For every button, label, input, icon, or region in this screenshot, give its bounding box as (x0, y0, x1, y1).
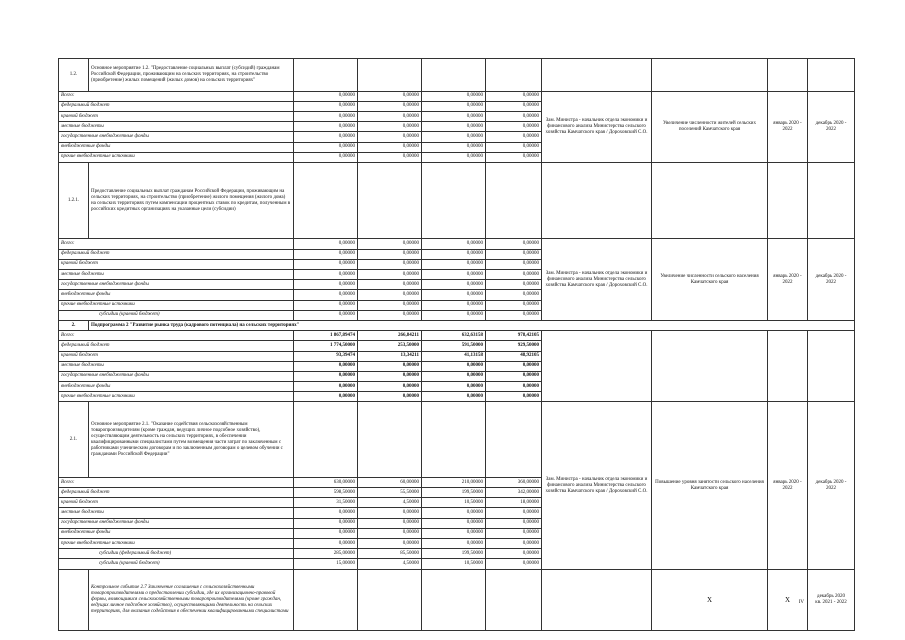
row-label: прочие внебюджетные источники (59, 152, 294, 162)
row-label: субсидии (краевой бюджет) (59, 559, 294, 569)
row-label: местные бюджеты (59, 508, 294, 518)
row-value: 0,00000 (294, 290, 358, 300)
row-value: 0,00000 (294, 249, 358, 259)
row-value: 0,00000 (422, 508, 486, 518)
row-value: 0,00000 (294, 382, 358, 392)
row-value: 0,00000 (294, 239, 358, 249)
row-value: 0,00000 (294, 112, 358, 122)
event-description: Контрольное событие 2.7 Заключение соглашения с сельскохозяйственными товаропроизводителями о предоставлении субсидии, где их организационно-правовой формы, являющимися сельскохозяйственными товаропроизводителями (кроме граждан, ведущих личное подсобное хозяйство), осуществляющими деятельность на сельских территориях, для оказания содействия в обеспечении квалифицированными специалистами (89, 569, 294, 630)
empty-cell (422, 162, 486, 239)
row-value: 360,00000 (486, 477, 542, 487)
row-value: 0,00000 (294, 132, 358, 142)
row-label: субсидии (краевой бюджет) (59, 310, 294, 320)
row-value: 0,00000 (358, 239, 422, 249)
empty-cell (486, 402, 542, 477)
row-label: Всего: (59, 239, 294, 249)
row-value: 0,00000 (422, 518, 486, 528)
plan-table-body (59, 59, 855, 631)
row-value: 0,00000 (358, 152, 422, 162)
empty-cell (652, 59, 768, 92)
row-value: 0,00000 (294, 518, 358, 528)
empty-cell (422, 569, 486, 630)
empty-cell (422, 402, 486, 477)
row-value: 0,00000 (422, 239, 486, 249)
row-value: 0,00000 (486, 310, 542, 320)
row-value: 0,00000 (422, 249, 486, 259)
row-value: 0,00000 (294, 280, 358, 290)
result-cell: Увеличение численности жителей сельских поселений Камчатского края (652, 91, 768, 162)
result-cell (652, 331, 768, 402)
end-cell: декабрь 2020 - 2022 (808, 239, 855, 321)
empty-cell (358, 59, 422, 92)
start-cell: январь 2020 - 2022 (768, 239, 808, 321)
row-value: 0,00000 (486, 539, 542, 549)
row-value: 0,00000 (294, 259, 358, 269)
empty-cell (358, 162, 422, 239)
row-value: 0,00000 (294, 300, 358, 310)
row-value: 0,00000 (294, 539, 358, 549)
row-value: 0,00000 (358, 310, 422, 320)
row-value: 31,50000 (294, 498, 358, 508)
responsible-cell: Зам. Министра - начальник отдела экономики и финансового анализа Министерства сельского хозяйства Камчатского края / Дороховский С.О. (542, 91, 652, 162)
result-cell: X (652, 569, 768, 630)
empty-cell (542, 162, 652, 239)
row-value: 0,00000 (358, 122, 422, 132)
row-value: 85,50000 (358, 549, 422, 559)
empty-cell (294, 59, 358, 92)
section-header (59, 320, 855, 330)
row-value: 10,50000 (422, 559, 486, 569)
row-value: 0,00000 (422, 528, 486, 538)
row-label: федеральный бюджет (59, 488, 294, 498)
row-value: 0,00000 (486, 259, 542, 269)
row-value: 0,00000 (422, 310, 486, 320)
responsible-cell (542, 569, 652, 630)
row-label: краевой бюджет (59, 498, 294, 508)
row-value: 0,00000 (486, 142, 542, 152)
row-value: 0,00000 (486, 132, 542, 142)
row-value: 591,50000 (422, 341, 486, 351)
item-description: Основное мероприятие 1.2. "Предоставление социальных выплат (субсидий) гражданам Российской Федерации, проживающим на сельских территориях, на строительство (приобретение) жилых помещений (жилых домов) на сельских территориях" (89, 59, 294, 92)
empty-cell (768, 162, 808, 239)
row-label: местные бюджеты (59, 270, 294, 280)
section-title: Подпрограмма 2 "Развитие рынка труда (кадрового потенциала) на сельских территориях" (89, 320, 855, 330)
item-description: Основное мероприятие 2.1. "Оказание содействия сельскохозяйственным товаропроизводителям (кроме граждан, ведущих личное подсобное хозяйство), осуществляющим деятельность на сельских территориях, в обеспечении квалифицированными специалистами путем возмещения части затрат по заключенным с работниками ученическим договорам и по заключенным договорам о целевом обучении с гражданами Российской Федерации" (89, 402, 294, 477)
row-label: федеральный бюджет (59, 101, 294, 111)
row-label: государственные внебюджетные фонды (59, 371, 294, 381)
row-value: 978,42105 (486, 331, 542, 341)
row-value: 0,00000 (486, 280, 542, 290)
row-value: 0,00000 (422, 152, 486, 162)
row-value: 0,00000 (486, 249, 542, 259)
row-value: 41,13158 (422, 351, 486, 361)
row-value: 0,00000 (358, 361, 422, 371)
row-value: 0,00000 (294, 152, 358, 162)
row-value: 0,00000 (422, 91, 486, 101)
row-value: 0,00000 (358, 132, 422, 142)
row-value: 0,00000 (294, 508, 358, 518)
row-value: 0,00000 (422, 101, 486, 111)
row-value: 342,00000 (486, 488, 542, 498)
row-value: 632,63158 (422, 331, 486, 341)
row-label: краевой бюджет (59, 351, 294, 361)
row-value: 0,00000 (358, 528, 422, 538)
row-value: 0,00000 (486, 270, 542, 280)
row-value: 10,50000 (422, 498, 486, 508)
row-value: 0,00000 (422, 539, 486, 549)
row-value: 210,00000 (422, 477, 486, 487)
row-value: 0,00000 (358, 300, 422, 310)
item-number: 1.2.1. (59, 162, 89, 239)
row-value: 0,00000 (486, 528, 542, 538)
row-value: 1 867,89474 (294, 331, 358, 341)
table-row (59, 331, 855, 341)
empty-cell (358, 569, 422, 630)
plan-table (58, 58, 855, 631)
row-label: внебюджетные фонды (59, 382, 294, 392)
row-label: государственные внебюджетные фонды (59, 132, 294, 142)
row-value: 0,00000 (486, 290, 542, 300)
row-value: 598,50000 (294, 488, 358, 498)
row-value: 0,00000 (422, 132, 486, 142)
row-value: 0,00000 (358, 101, 422, 111)
row-value: 0,00000 (486, 239, 542, 249)
row-value: 285,00000 (294, 549, 358, 559)
empty-cell (808, 59, 855, 92)
row-value: 0,00000 (486, 91, 542, 101)
result-cell: Повышение уровня занятости сельского населения Камчатского края (652, 402, 768, 569)
responsible-cell (542, 331, 652, 402)
row-value: 0,00000 (294, 122, 358, 132)
row-value: 0,00000 (422, 290, 486, 300)
row-value: 0,00000 (294, 371, 358, 381)
table-row (59, 239, 855, 249)
row-value: 0,00000 (358, 259, 422, 269)
row-value: 0,00000 (486, 382, 542, 392)
row-value: 0,00000 (358, 280, 422, 290)
row-value: 0,00000 (486, 101, 542, 111)
row-value: 0,00000 (486, 559, 542, 569)
row-value: 0,00000 (422, 371, 486, 381)
row-value: 0,00000 (486, 112, 542, 122)
empty-cell (294, 569, 358, 630)
row-label: местные бюджеты (59, 122, 294, 132)
row-value: 0,00000 (358, 508, 422, 518)
empty-cell (542, 59, 652, 92)
row-value: 0,00000 (422, 270, 486, 280)
row-value: 0,00000 (358, 270, 422, 280)
empty-cell (768, 59, 808, 92)
item-number: 1.2. (59, 59, 89, 92)
row-value: 0,00000 (486, 300, 542, 310)
start-cell: X (768, 569, 808, 630)
row-value: 0,00000 (358, 249, 422, 259)
row-label: Всего: (59, 477, 294, 487)
row-value: 0,00000 (358, 290, 422, 300)
row-label: Всего: (59, 91, 294, 101)
row-label: государственные внебюджетные фонды (59, 280, 294, 290)
item-number: 2.1. (59, 402, 89, 477)
row-value: 0,00000 (422, 122, 486, 132)
row-value: 13,34211 (358, 351, 422, 361)
row-label: внебюджетные фонды (59, 142, 294, 152)
item-number (59, 569, 89, 630)
empty-cell (422, 59, 486, 92)
row-value: 0,00000 (294, 310, 358, 320)
row-value: 15,00000 (294, 559, 358, 569)
start-cell (768, 331, 808, 402)
row-value: 0,00000 (294, 361, 358, 371)
row-value: 929,50000 (486, 341, 542, 351)
row-value: 0,00000 (486, 392, 542, 402)
end-cell: декабрь 2020 кв. 2021 - 2022 IV (808, 569, 855, 630)
row-value: 0,00000 (486, 122, 542, 132)
empty-cell (294, 162, 358, 239)
row-value: 0,00000 (486, 361, 542, 371)
row-value: 48,92105 (486, 351, 542, 361)
row-value: 4,50000 (358, 559, 422, 569)
row-value: 55,50000 (358, 488, 422, 498)
row-value: 4,50000 (358, 498, 422, 508)
empty-cell (486, 162, 542, 239)
row-value: 0,00000 (422, 382, 486, 392)
row-value: 0,00000 (358, 371, 422, 381)
row-value: 0,00000 (422, 259, 486, 269)
row-label: внебюджетные фонды (59, 528, 294, 538)
row-label: Всего: (59, 331, 294, 341)
row-value: 0,00000 (422, 280, 486, 290)
row-value: 266,84211 (358, 331, 422, 341)
row-label: прочие внебюджетные источники (59, 392, 294, 402)
row-label: местные бюджеты (59, 361, 294, 371)
quarter-mark: IV (798, 599, 804, 605)
table-row (59, 569, 855, 630)
row-value: 1 774,50000 (294, 341, 358, 351)
row-value: 0,00000 (486, 549, 542, 559)
responsible-cell: Зам. Министра - начальник отдела экономики и финансового анализа Министерства сельского хозяйства Камчатского края / Дороховский С.О. (542, 402, 652, 569)
end-cell (808, 331, 855, 402)
empty-cell (808, 162, 855, 239)
row-value: 0,00000 (294, 392, 358, 402)
row-label: государственные внебюджетные фонды (59, 518, 294, 528)
row-label: внебюджетные фонды (59, 290, 294, 300)
row-value: 0,00000 (358, 91, 422, 101)
end-cell: декабрь 2020 - 2022 (808, 402, 855, 569)
row-value: 0,00000 (358, 392, 422, 402)
row-label: прочие внебюджетные источники (59, 300, 294, 310)
table-row (59, 402, 855, 477)
row-value: 199,50000 (422, 488, 486, 498)
row-value: 0,00000 (422, 112, 486, 122)
row-value: 253,50000 (358, 341, 422, 351)
row-value: 0,00000 (486, 371, 542, 381)
row-value: 0,00000 (294, 101, 358, 111)
section-number: 2. (59, 320, 89, 330)
row-label: субсидии (федеральный бюджет) (59, 549, 294, 559)
row-value: 93,39474 (294, 351, 358, 361)
row-value: 199,50000 (422, 549, 486, 559)
row-value: 0,00000 (486, 508, 542, 518)
row-value: 630,00000 (294, 477, 358, 487)
row-value: 0,00000 (294, 528, 358, 538)
row-value: 0,00000 (294, 142, 358, 152)
row-value: 0,00000 (486, 152, 542, 162)
row-label: федеральный бюджет (59, 341, 294, 351)
item-description: Предоставление социальных выплат гражданам Российской Федерации, проживающим на сельских территориях, на строительство (приобретение) жилого помещения (жилого дома) на сельских территориях путем компенсации процентных ставок по кредитам, полученным в российских кредитных организациях на указанные цели (субсидии) (89, 162, 294, 239)
table-row (59, 91, 855, 101)
empty-cell (358, 402, 422, 477)
row-label: краевой бюджет (59, 112, 294, 122)
row-value: 0,00000 (358, 518, 422, 528)
row-value: 0,00000 (358, 142, 422, 152)
row-value: 0,00000 (358, 539, 422, 549)
responsible-cell: Зам. Министра - начальник отдела экономики и финансового анализа Министерства сельского хозяйства Камчатского края / Дороховский С.О. (542, 239, 652, 321)
result-cell: Увеличение численности сельского населения Камчатского края (652, 239, 768, 321)
row-value: 0,00000 (422, 300, 486, 310)
row-value: 0,00000 (294, 91, 358, 101)
start-cell: январь 2020 - 2022 (768, 402, 808, 569)
row-value: 0,00000 (358, 382, 422, 392)
empty-cell (652, 162, 768, 239)
row-value: 0,00000 (422, 392, 486, 402)
row-value: 0,00000 (422, 361, 486, 371)
row-value: 18,00000 (486, 498, 542, 508)
row-label: краевой бюджет (59, 259, 294, 269)
start-cell: январь 2020 - 2022 (768, 91, 808, 162)
row-value: 0,00000 (422, 142, 486, 152)
table-row (59, 59, 855, 92)
end-cell: декабрь 2020 - 2022 (808, 91, 855, 162)
row-label: прочие внебюджетные источники (59, 539, 294, 549)
row-value: 0,00000 (294, 270, 358, 280)
empty-cell (294, 402, 358, 477)
row-value: 60,00000 (358, 477, 422, 487)
table-row (59, 162, 855, 239)
row-label: федеральный бюджет (59, 249, 294, 259)
empty-cell (486, 569, 542, 630)
row-value: 0,00000 (358, 112, 422, 122)
row-value: 0,00000 (486, 518, 542, 528)
empty-cell (486, 59, 542, 92)
